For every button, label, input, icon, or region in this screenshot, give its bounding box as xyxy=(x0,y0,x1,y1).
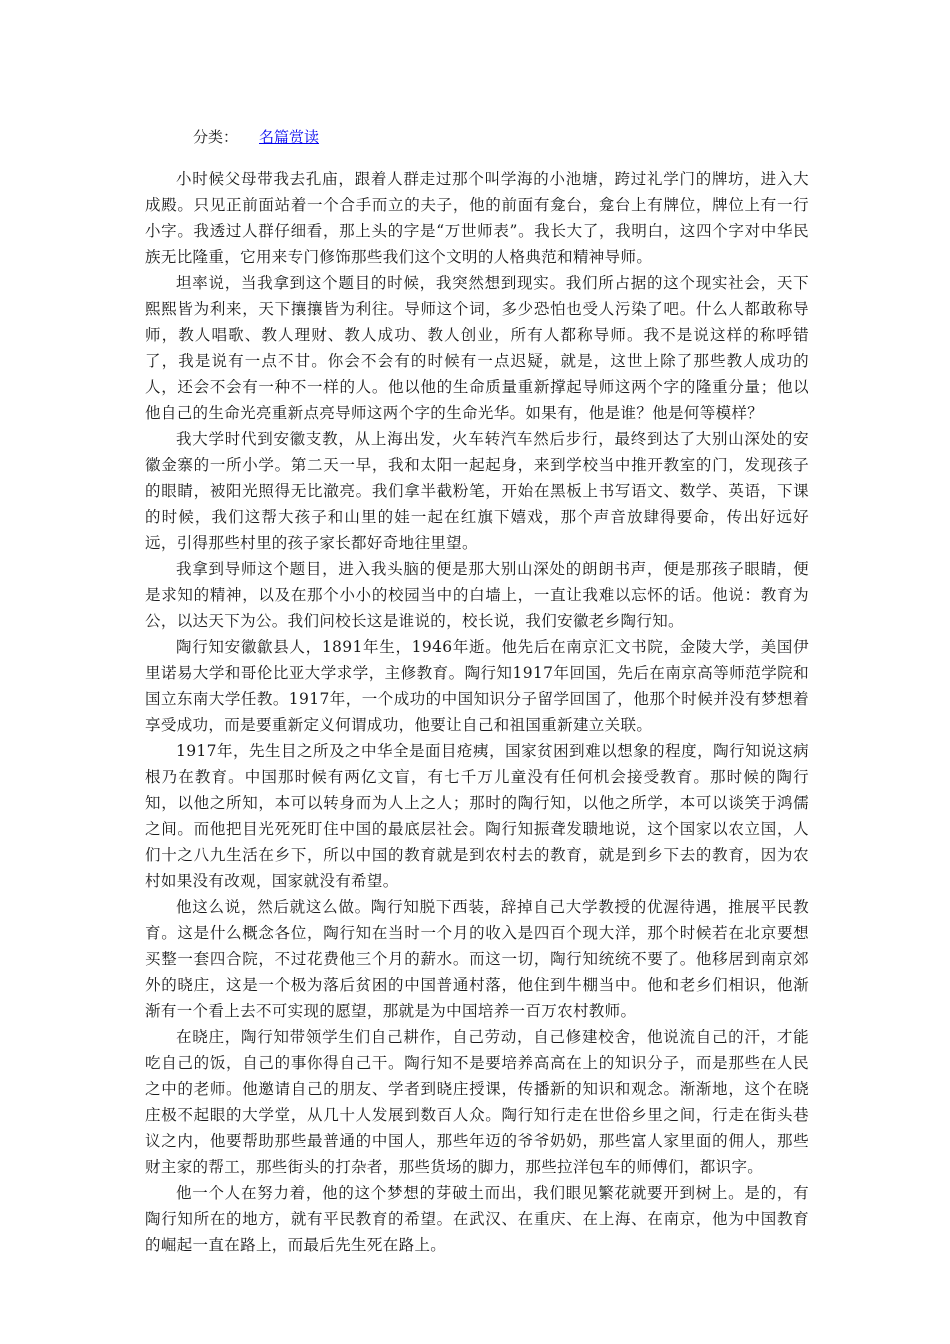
article-paragraph: 坦率说，当我拿到这个题目的时候，我突然想到现实。我们所占据的这个现实社会，天下熙熙皆为利来，天下攘攘皆为利往。导师这个词，多少恐怕也受人污染了吧。什么人都敢称导师，教人唱歌、教人理财、教人成功、教人创业，所有人都称导师。我不是说这样的称呼错了，我是说有一点不甘。你会不会有的时候有一点迟疑，就是，这世上除了那些教人成功的人，还会不会有一种不一样的人。他以他的生命质量重新撑起导师这两个字的隆重分量；他以他自己的生命光亮重新点亮导师这两个字的生命光华。如果有，他是谁？他是何等模样？ xyxy=(145,274,809,422)
article-paragraph: 我大学时代到安徽支教，从上海出发，火车转汽车然后步行，最终到达了大别山深处的安徽金寨的一所小学。第二天一早，我和太阳一起起身，来到学校当中推开教室的门，发现孩子的眼睛，被阳光照得无比澈亮。我们拿半截粉笔，开始在黑板上书写语文、数学、英语，下课的时候，我们这帮大孩子和山里的娃一起在红旗下嬉戏，那个声音放肆得要命，传出好远好远，引得那些村里的孩子家长都好奇地往里望。 xyxy=(145,430,809,552)
article-paragraph: 小时候父母带我去孔庙，跟着人群走过那个叫学海的小池塘，跨过礼学门的牌坊，进入大成殿。只见正前面站着一个合手而立的夫子，他的前面有龛台，龛台上有牌位，牌位上有一行小字。我透过人群仔细看，那上头的字是“万世师表”。我长大了，我明白，这四个字对中华民族无比隆重，它用来专门修饰那些我们这个文明的人格典范和精神导师。 xyxy=(145,170,809,266)
article-paragraph: 他一个人在努力着，他的这个梦想的芽破土而出，我们眼见繁花就要开到树上。是的，有陶行知所在的地方，就有平民教育的希望。在武汉、在重庆、在上海、在南京，他为中国教育的崛起一直在路上，而最后先生死在路上。 xyxy=(145,1184,809,1254)
article-paragraph: 陶行知安徽歙县人，1891年生，1946年逝。他先后在南京汇文书院，金陵大学，美国伊里诺易大学和哥伦比亚大学求学，主修教育。陶行知1917年回国，先后在南京高等师范学院和国立东南大学任教。1917年，一个成功的中国知识分子留学回国了，他那个时候并没有梦想着享受成功，而是要重新定义何谓成功，他要让自己和祖国重新建立关联。 xyxy=(145,638,809,734)
article-paragraph: 1917年，先生目之所及之中华全是面目疮痍，国家贫困到难以想象的程度，陶行知说这病根乃在教育。中国那时候有两亿文盲，有七千万儿童没有任何机会接受教育。那时候的陶行知，以他之所知，本可以转身而为人上之人；那时的陶行知，以他之所学，本可以谈笑于鸿儒之间。而他把目光死死盯住中国的最底层社会。陶行知振聋发聩地说，这个国家以农立国，人们十之八九生活在乡下，所以中国的教育就是到农村去的教育，就是到乡下去的教育，因为农村如果没有改观，国家就没有希望。 xyxy=(145,742,809,890)
article-paragraph: 他这么说，然后就这么做。陶行知脱下西装，辞掉自己大学教授的优渥待遇，推展平民教育。这是什么概念各位，陶行知在当时一个月的收入是四百个现大洋，那个时候若在北京要想买整一套四合院，不过花费他三个月的薪水。而这一切，陶行知统统不要了。他移居到南京郊外的晓庄，这是一个极为落后贫困的中国普通村落，他住到牛棚当中。他和老乡们相识，他渐渐有一个看上去不可实现的愿望，那就是为中国培养一百万农村教师。 xyxy=(145,898,809,1020)
article-body xyxy=(145,166,809,1258)
category-label: 分类： xyxy=(193,128,239,146)
document-page xyxy=(145,124,809,1258)
category-link[interactable]: 名篇赏读 xyxy=(259,128,320,146)
category-line xyxy=(193,124,809,150)
article-paragraph: 在晓庄，陶行知带领学生们自己耕作，自己劳动，自己修建校舍，他说流自己的汗，才能吃自己的饭，自己的事你得自己干。陶行知不是要培养高高在上的知识分子，而是那些在人民之中的老师。他邀请自己的朋友、学者到晓庄授课，传播新的知识和观念。渐渐地，这个在晓庄极不起眼的大学堂，从几十人发展到数百人众。陶行知行走在世俗乡里之间，行走在街头巷议之内，他要帮助那些最普通的中国人，那些年迈的爷爷奶奶，那些富人家里面的佣人，那些财主家的帮工，那些街头的打杂者，那些货场的脚力，那些拉洋包车的师傅们，都识字。 xyxy=(145,1028,809,1176)
article-paragraph: 我拿到导师这个题目，进入我头脑的便是那大别山深处的朗朗书声，便是那孩子眼睛，便是求知的精神，以及在那个小小的校园当中的白墙上，一直让我难以忘怀的话。他说：教育为公，以达天下为公。我们问校长这是谁说的，校长说，我们安徽老乡陶行知。 xyxy=(145,560,809,630)
